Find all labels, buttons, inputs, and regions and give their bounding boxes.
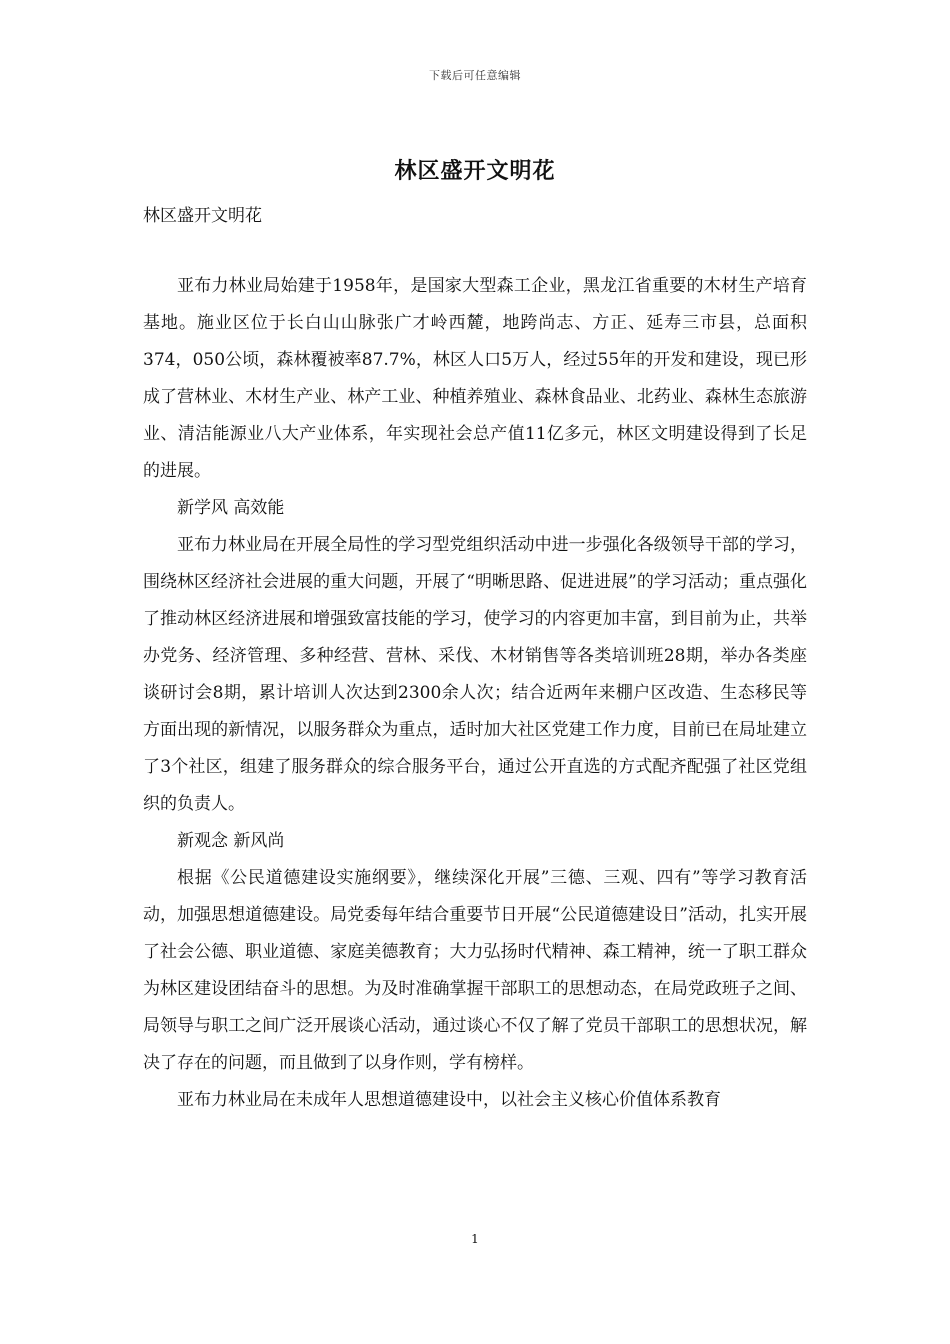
paragraph-study: 亚布力林业局在开展全局性的学习型党组织活动中进一步强化各级领导干部的学习，围绕林区经济社会进展的重大问题，开展了“明晰思路、促进进展”的学习活动；重点强化了推动林区经济进展和增强致富技能的学习，使学习的内容更加丰富，到目前为止，共举办党务、经济管理、多种经营、营林、采伐、木材销售等各类培训班28期，举办各类座谈研讨会8期，累计培训人次达到2300余人次；结合近两年来棚户区改造、生态移民等方面出现的新情况，以服务群众为重点，适时加大社区党建工作力度，目前已在局址建立了3个社区，组建了服务群众的综合服务平台，通过公开直选的方式配齐配强了社区党组织的负责人。: [143, 535, 807, 814]
document-subtitle: 林区盛开文明花: [143, 206, 262, 226]
document-title: 林区盛开文明花: [394, 158, 556, 184]
paragraph-intro: 亚布力林业局始建于1958年，是国家大型森工企业，黑龙江省重要的木材生产培育基地。施业区位于长白山山脉张广才岭西麓，地跨尚志、方正、延寿三市县，总面积374，050公顷，森林覆被率87.7%，林区人口5万人，经过55年的开发和建设，现已形成了营林业、木材生产业、林产工业、种植养殖业、森林食品业、北药业、森林生态旅游业、清洁能源业八大产业体系，年实现社会总产值11亿多元，林区文明建设得到了长足的进展。: [143, 276, 807, 481]
paragraph-youth: 亚布力林业局在未成年人思想道德建设中，以社会主义核心价值体系教育: [177, 1090, 721, 1110]
paragraph-ethics: 根据《公民道德建设实施纲要》，继续深化开展”三德、三观、四有”等学习教育活动，加强思想道德建设。局党委每年结合重要节日开展“公民道德建设日”活动，扎实开展了社会公德、职业道德、家庭美德教育；大力弘扬时代精神、森工精神，统一了职工群众为林区建设团结奋斗的思想。为及时准确掌握干部职工的思想动态，在局党政班子之间、局领导与职工之间广泛开展谈心活动，通过谈心不仅了解了党员干部职工的思想状况，解决了存在的问题，而且做到了以身作则，学有榜样。: [143, 868, 807, 1073]
page-number: 1: [471, 1232, 479, 1246]
document-body: [143, 268, 807, 1119]
section-heading-ethics: 新观念 新风尚: [177, 831, 285, 851]
page-header-note: 下载后可任意编辑: [429, 69, 521, 82]
section-heading-study: 新学风 高效能: [177, 498, 285, 518]
